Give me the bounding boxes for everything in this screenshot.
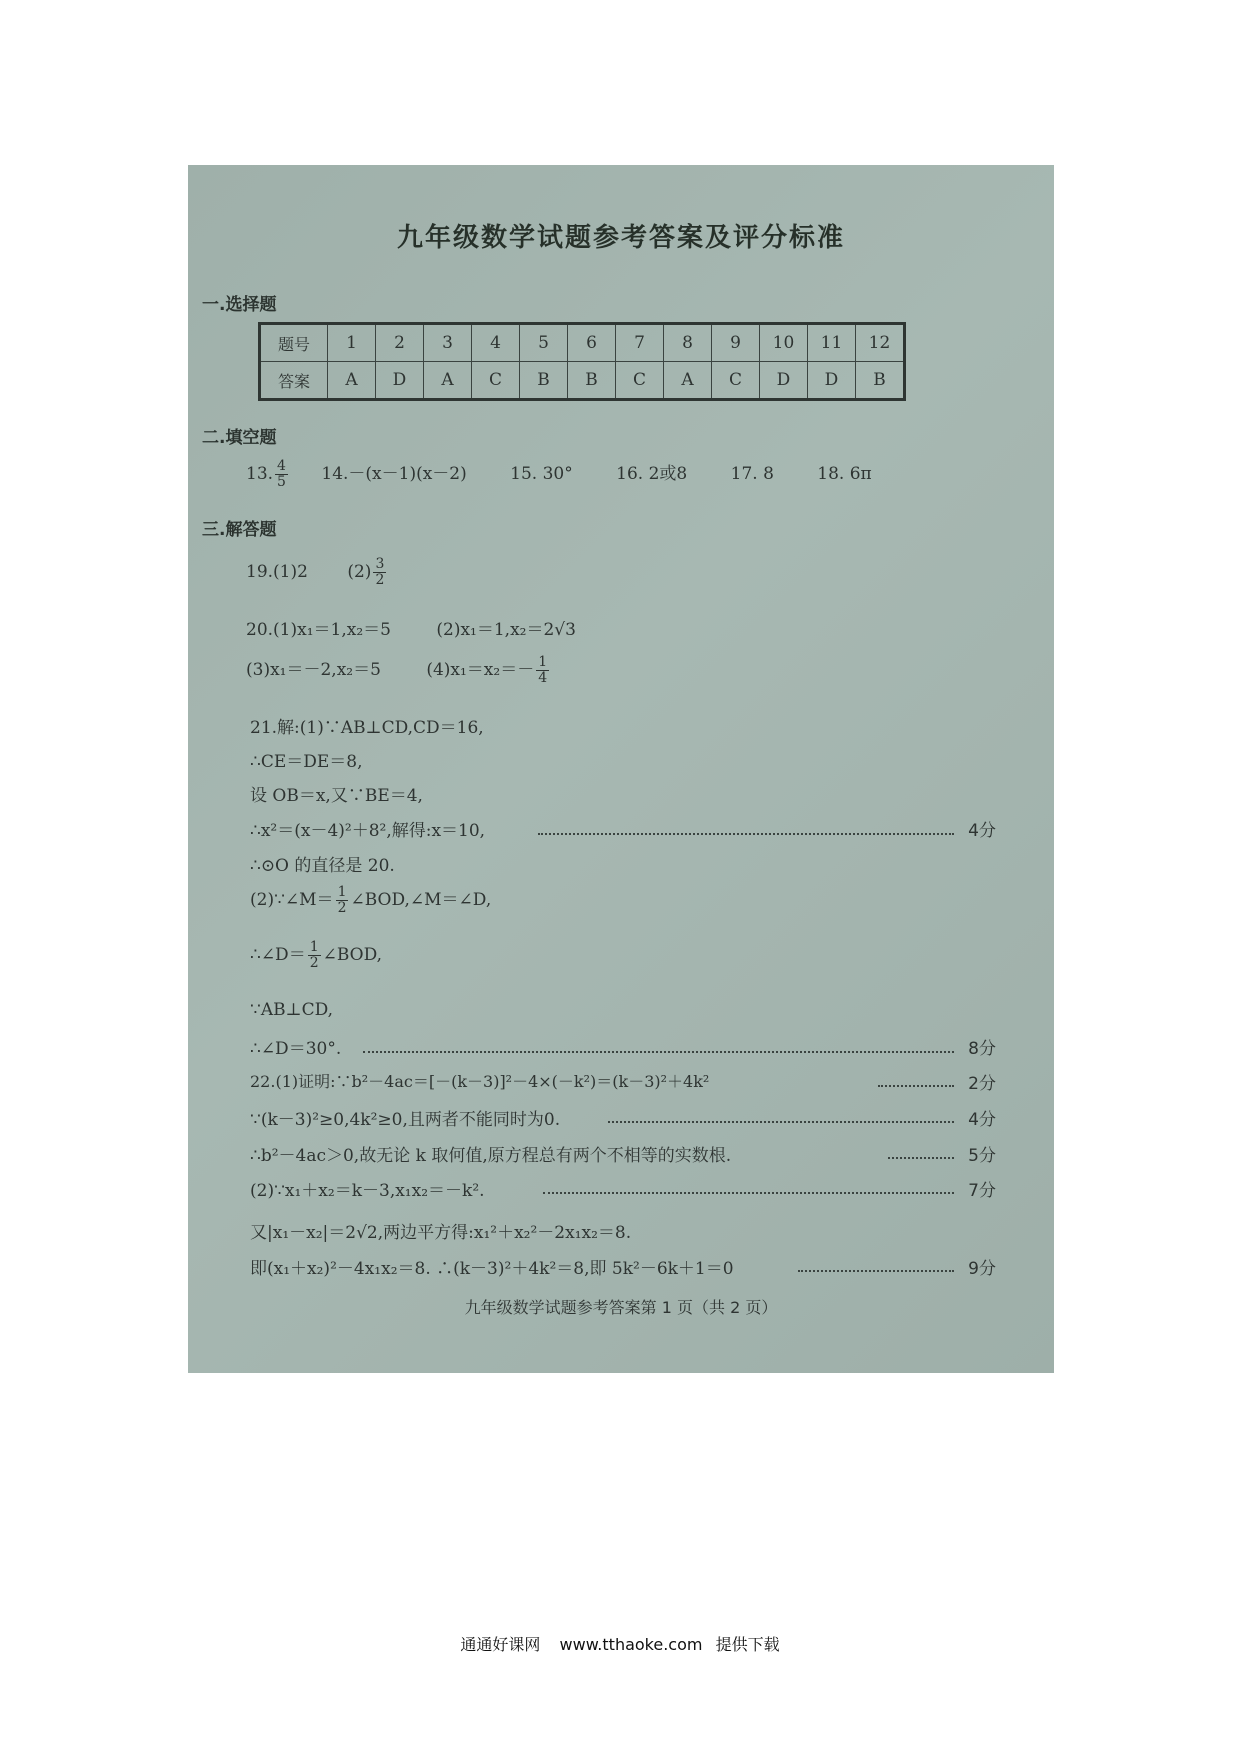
- q21-line-5: ∴⊙O 的直径是 20.: [250, 856, 395, 876]
- q22-line-5: 又|x₁－x₂|＝2√2,两边平方得:x₁²＋x₂²－2x₁x₂＝8.: [250, 1223, 632, 1243]
- table-cell: 11: [808, 324, 856, 362]
- fraction: $\frac{1}{4}$: [538, 654, 548, 686]
- answer-20-line-1: 20.(1)x₁＝1,x₂＝5 (2)x₁＝1,x₂＝2√3: [246, 620, 576, 640]
- q21-line-2: ∴CE＝DE＝8,: [250, 752, 363, 772]
- table-cell: C: [472, 362, 520, 400]
- dot-leader: [363, 1051, 954, 1053]
- table-cell: 8: [664, 324, 712, 362]
- q21-line-9: ∴∠D＝30°.: [250, 1039, 342, 1059]
- q21-line-1: 21.解:(1)∵AB⊥CD,CD＝16,: [250, 718, 484, 738]
- score-4: 4分: [968, 1110, 996, 1130]
- score-9: 9分: [968, 1259, 996, 1279]
- score-8: 8分: [968, 1039, 996, 1059]
- section-heading-fill: 二.填空题: [202, 428, 277, 448]
- score-7: 7分: [968, 1181, 996, 1201]
- source-footer: [0, 1632, 1240, 1655]
- q22-line-3: ∴b²－4ac＞0,故无论 k 取何值,原方程总有两个不相等的实数根.: [250, 1146, 732, 1166]
- table-cell: C: [616, 362, 664, 400]
- table-cell: B: [568, 362, 616, 400]
- download-note: 提供下载: [715, 1635, 780, 1654]
- section-heading-choice: 一.选择题: [202, 295, 277, 315]
- table-cell: A: [424, 362, 472, 400]
- answer-20-line-2: (3)x₁＝－2,x₂＝5 (4)x₁＝x₂＝－ $\frac{1}{4}$: [246, 654, 548, 686]
- page-number-footer: 九年级数学试题参考答案第 1 页（共 2 页）: [464, 1298, 778, 1317]
- dot-leader: [538, 833, 954, 835]
- table-cell: D: [376, 362, 424, 400]
- section-heading-solve: 三.解答题: [202, 520, 277, 540]
- answer-15: 15. 30°: [510, 464, 573, 484]
- q22-line-6: 即(x₁＋x₂)²－4x₁x₂＝8. ∴(k－3)²＋4k²＝8,即 5k²－6k＋1＝0: [250, 1259, 734, 1279]
- table-row-answers: [260, 362, 905, 400]
- fraction: $\frac{1}{2}$: [309, 939, 319, 971]
- table-cell: 4: [472, 324, 520, 362]
- table-cell: 12: [856, 324, 905, 362]
- score-2: 2分: [968, 1074, 996, 1094]
- table-header-answer: 答案: [260, 362, 328, 400]
- table-cell: 1: [328, 324, 376, 362]
- table-cell: C: [712, 362, 760, 400]
- site-name: 通通好课网: [460, 1635, 541, 1654]
- table-cell: D: [760, 362, 808, 400]
- site-url: www.tthaoke.com: [559, 1635, 703, 1654]
- table-cell: A: [328, 362, 376, 400]
- q21-line-7: ∴∠D＝ $\frac{1}{2}$ ∠BOD,: [250, 939, 383, 971]
- q21-line-3: 设 OB＝x,又∵BE＝4,: [250, 786, 423, 806]
- table-header-number: 题号: [260, 324, 328, 362]
- dot-leader: [543, 1192, 954, 1194]
- q21-line-8: ∵AB⊥CD,: [250, 1000, 334, 1020]
- answer-14: 14.－(x－1)(x－2): [321, 464, 467, 484]
- table-cell: 9: [712, 324, 760, 362]
- score-5: 5分: [968, 1146, 996, 1166]
- table-cell: B: [520, 362, 568, 400]
- table-cell: B: [856, 362, 905, 400]
- dot-leader: [608, 1121, 954, 1123]
- scanned-page-photo: [188, 165, 1054, 1373]
- score-4: 4分: [968, 821, 996, 841]
- q22-line-4: (2)∵x₁＋x₂＝k－3,x₁x₂＝－k².: [250, 1181, 485, 1201]
- dot-leader: [888, 1157, 954, 1159]
- answer-13: 13.: [246, 464, 274, 484]
- q21-line-6: (2)∵∠M＝ $\frac{1}{2}$ ∠BOD,∠M＝∠D,: [250, 884, 492, 916]
- q22-line-1: 22.(1)证明:∵b²－4ac＝[－(k－3)]²－4×(－k²)＝(k－3)²＋4k²: [250, 1072, 710, 1091]
- table-cell: 5: [520, 324, 568, 362]
- dot-leader: [798, 1270, 954, 1272]
- table-cell: 2: [376, 324, 424, 362]
- table-cell: 3: [424, 324, 472, 362]
- answer-17: 17. 8: [730, 464, 774, 484]
- table-cell: D: [808, 362, 856, 400]
- q22-line-2: ∵(k－3)²≥0,4k²≥0,且两者不能同时为0.: [250, 1110, 561, 1130]
- dot-leader: [878, 1085, 954, 1087]
- q21-line-4: ∴x²＝(x－4)²＋8²,解得:x＝10,: [250, 821, 486, 841]
- table-cell: A: [664, 362, 712, 400]
- answer-19: 19.(1)2 (2) $\frac{3}{2}$: [246, 556, 385, 588]
- table-cell: 6: [568, 324, 616, 362]
- fraction: $\frac{3}{2}$: [375, 556, 385, 588]
- table-cell: 7: [616, 324, 664, 362]
- page-title: 九年级数学试题参考答案及评分标准: [396, 223, 845, 253]
- table-row-numbers: [260, 324, 905, 362]
- fraction: $\frac{1}{2}$: [337, 884, 347, 916]
- fill-answers-line: [246, 459, 910, 490]
- answer-18: 18. 6π: [817, 464, 872, 484]
- table-cell: 10: [760, 324, 808, 362]
- answer-table: [258, 322, 906, 401]
- answer-16: 16. 2或8: [616, 464, 688, 484]
- fraction: $\frac{4}{5}$: [277, 458, 286, 490]
